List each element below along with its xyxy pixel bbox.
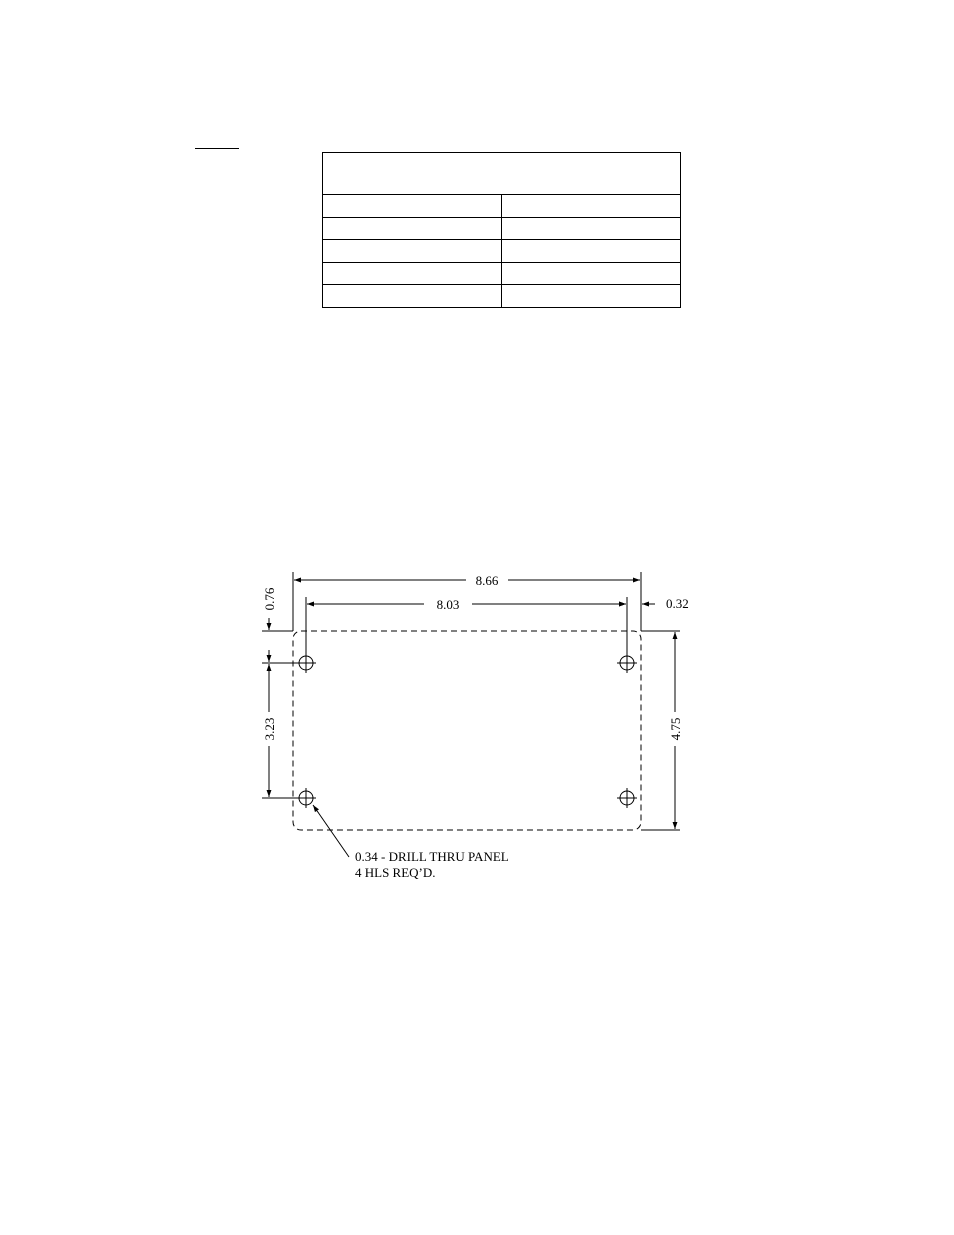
panel-outline <box>293 631 641 830</box>
dimension-label-overall-height: 4.75 <box>668 717 683 741</box>
dimension-label-top-offset: 0.76 <box>262 587 277 611</box>
mounting-hole-top-right <box>617 653 637 673</box>
dimension-label-hole-spacing-width: 8.03 <box>436 597 460 612</box>
callout-leader <box>313 805 349 857</box>
mounting-hole-top-left <box>296 653 316 673</box>
dimension-label-hole-spacing-height: 3.23 <box>262 717 277 741</box>
mounting-hole-bottom-right <box>617 788 637 808</box>
callout-text-line1: 0.34 - DRILL THRU PANEL <box>355 849 509 864</box>
callout-text-line2: 4 HLS REQ’D. <box>355 865 436 880</box>
dimension-label-overall-width: 8.66 <box>475 573 499 588</box>
dimension-label-right-offset: 0.32 <box>666 596 689 611</box>
